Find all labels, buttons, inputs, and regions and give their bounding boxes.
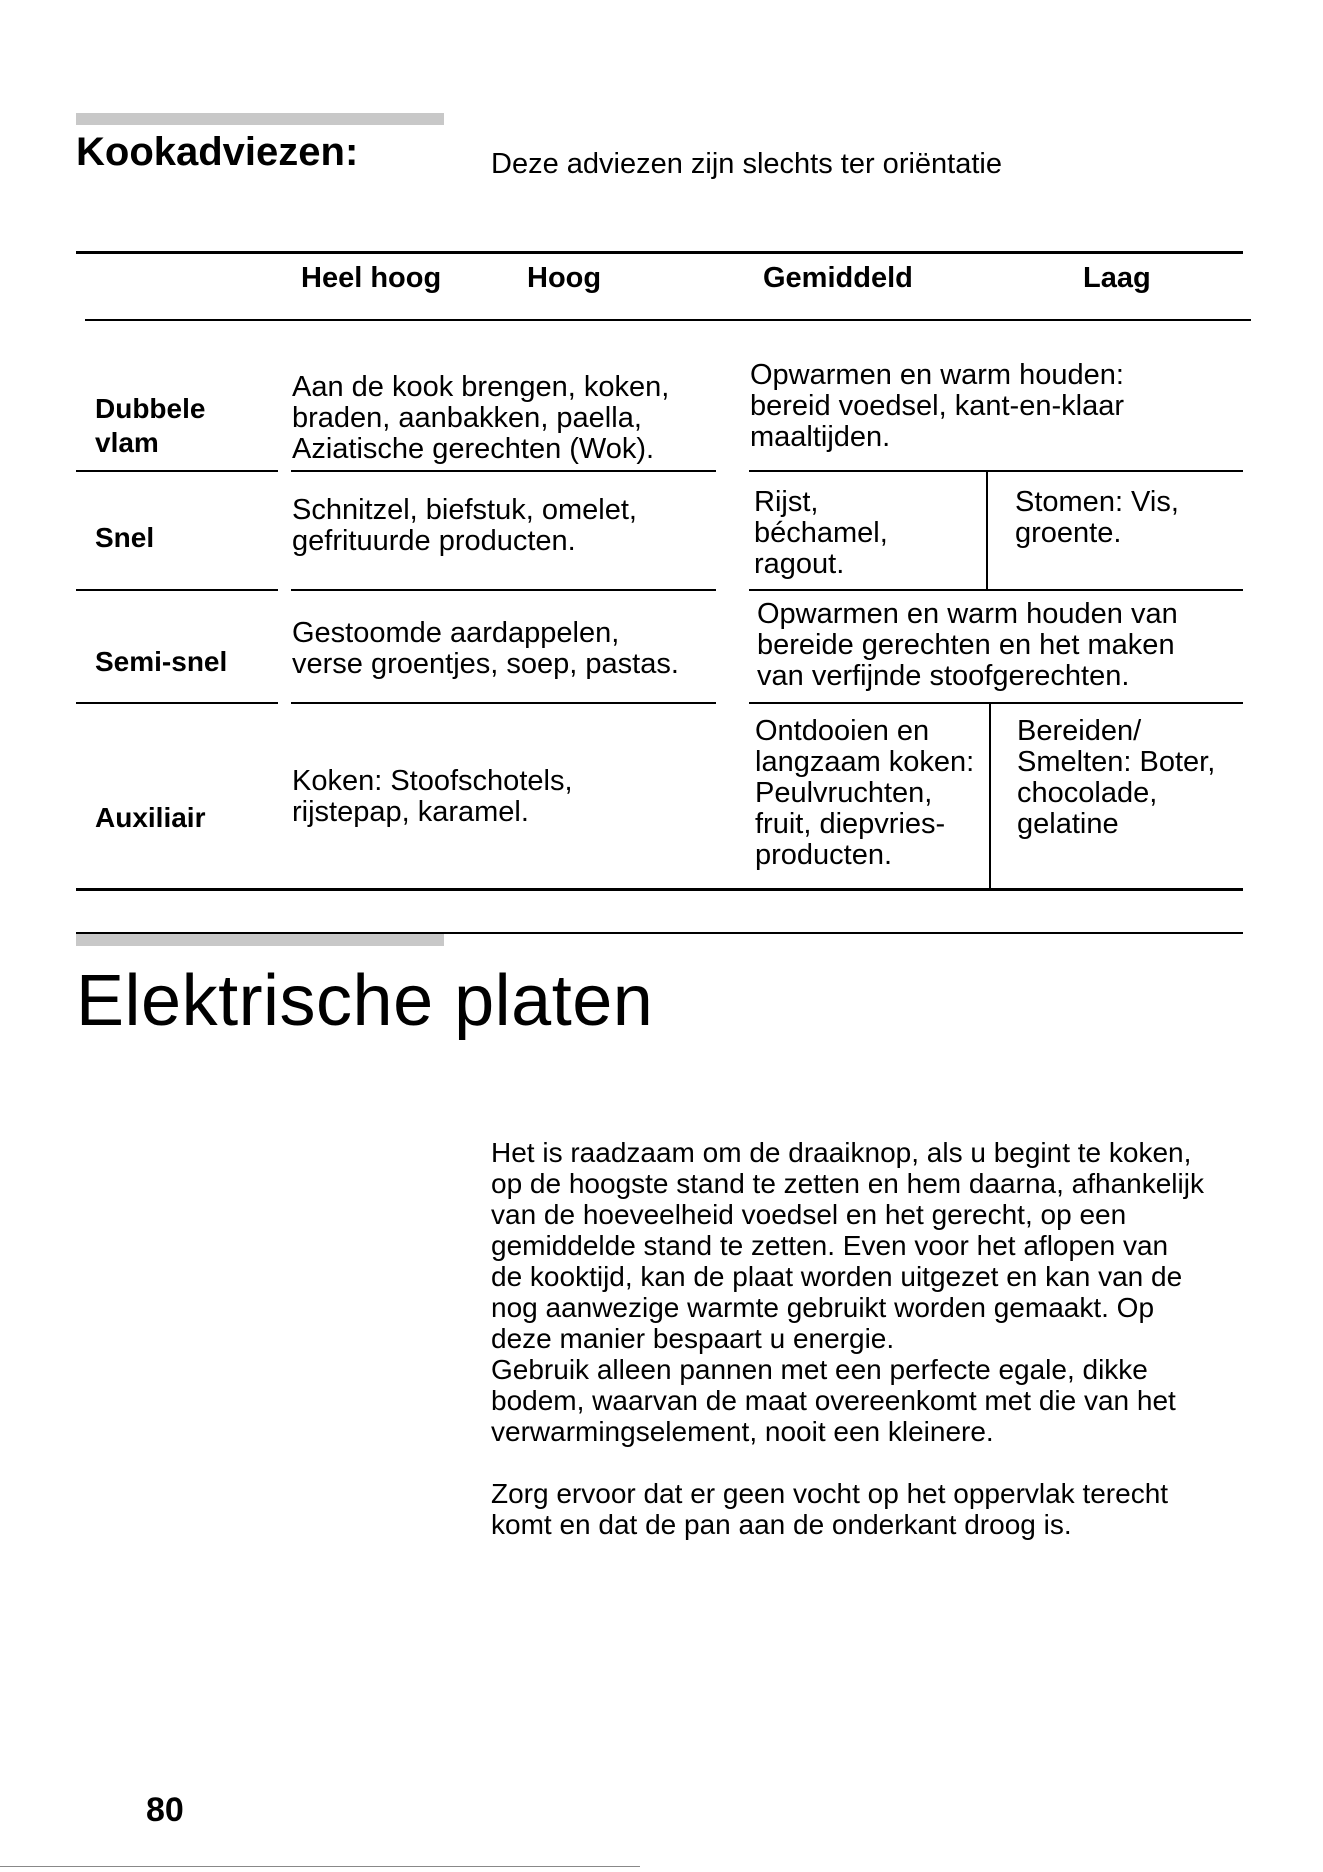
advice-title: Kookadviezen: [76,130,359,174]
table-bottom-rule [76,888,1243,891]
column-header-heel-hoog: Heel hoog [301,262,442,294]
row-rule-high-1 [291,470,716,472]
advice-subtitle: Deze adviezen zijn slechts ter oriëntatie [491,148,1002,180]
cell-snel-high: Schnitzel, biefstuk, omelet, gefrituurde producten. [292,494,637,557]
paragraph-2: Zorg ervoor dat er geen vocht op het oppervlak terecht komt en dat de pan aan de onderkant droog is. [491,1478,1169,1540]
cell-aux-low: Bereiden/ Smelten: Boter, chocolade, gelatine [1017,715,1216,840]
row-rule-right-2 [749,589,1243,591]
row-rule-label-3 [76,702,278,704]
row-label-snel: Snel [95,522,155,553]
row-label-dubbele-vlam: Dubbele vlam [95,393,206,458]
row-rule-label-2 [76,589,278,591]
section-bar-top [76,113,444,125]
cell-aux-mid: Ontdooien en langzaam koken: Peulvruchten, fruit, diepvries- producten. [755,715,975,871]
section-bar-bottom [76,934,444,946]
cell-semi-high: Gestoomde aardappelen, verse groentjes, soep, pastas. [292,617,679,680]
row-rule-right-1 [749,470,1243,472]
row-rule-high-2 [291,589,716,591]
column-header-laag: Laag [1083,262,1151,294]
row-rule-right-3 [749,702,1243,704]
cell-dubbele-high: Aan de kook brengen, koken, braden, aanbakken, paella, Aziatische gerechten (Wok). [292,371,670,465]
column-header-gemiddeld: Gemiddeld [763,262,913,294]
page-number: 80 [146,1791,184,1829]
cell-snel-low: Stomen: Vis, groente. [1015,486,1179,549]
row-label-semi-snel: Semi-snel [95,646,228,677]
cell-dubbele-low: Opwarmen en warm houden: bereid voedsel, kant-en-klaar maaltijden. [750,359,1124,453]
section-heading: Elektrische platen [76,961,654,1041]
paragraph-1: Het is raadzaam om de draaiknop, als u begint te koken, op de hoogste stand te zetten en hem daarna, afhankelijk van de hoeveelheid voedsel en het gerecht, op een gemiddelde stand te zetten. Even voor het aflopen van de kooktijd, kan de plaat worden uitgezet en kan van de nog aanwezige warmte gebruikt worden gemaakt. Op deze manier bespaart u energie. Gebruik alleen pannen met een perfecte egale, dikke bodem, waarvan de maat overeenkomt met die van het verwarmingselement, nooit een kleinere. [491,1137,1204,1447]
row-label-auxiliair: Auxiliair [95,802,206,833]
cell-aux-high: Koken: Stoofschotels, rijstepap, karamel. [292,765,573,828]
row-rule-label-1 [76,470,278,472]
cell-semi-low: Opwarmen en warm houden van bereide gerechten en het maken van verfijnde stoofgerechten. [757,598,1178,692]
cell-snel-mid: Rijst, béchamel, ragout. [754,486,888,580]
column-header-hoog: Hoog [527,262,602,294]
table-top-rule [76,251,1243,254]
table-header-rule [85,319,1251,321]
bottom-edge-rule [0,1866,640,1867]
col-divider-snel [986,470,988,589]
col-divider-auxiliair [989,702,991,889]
row-rule-high-3 [291,702,716,704]
